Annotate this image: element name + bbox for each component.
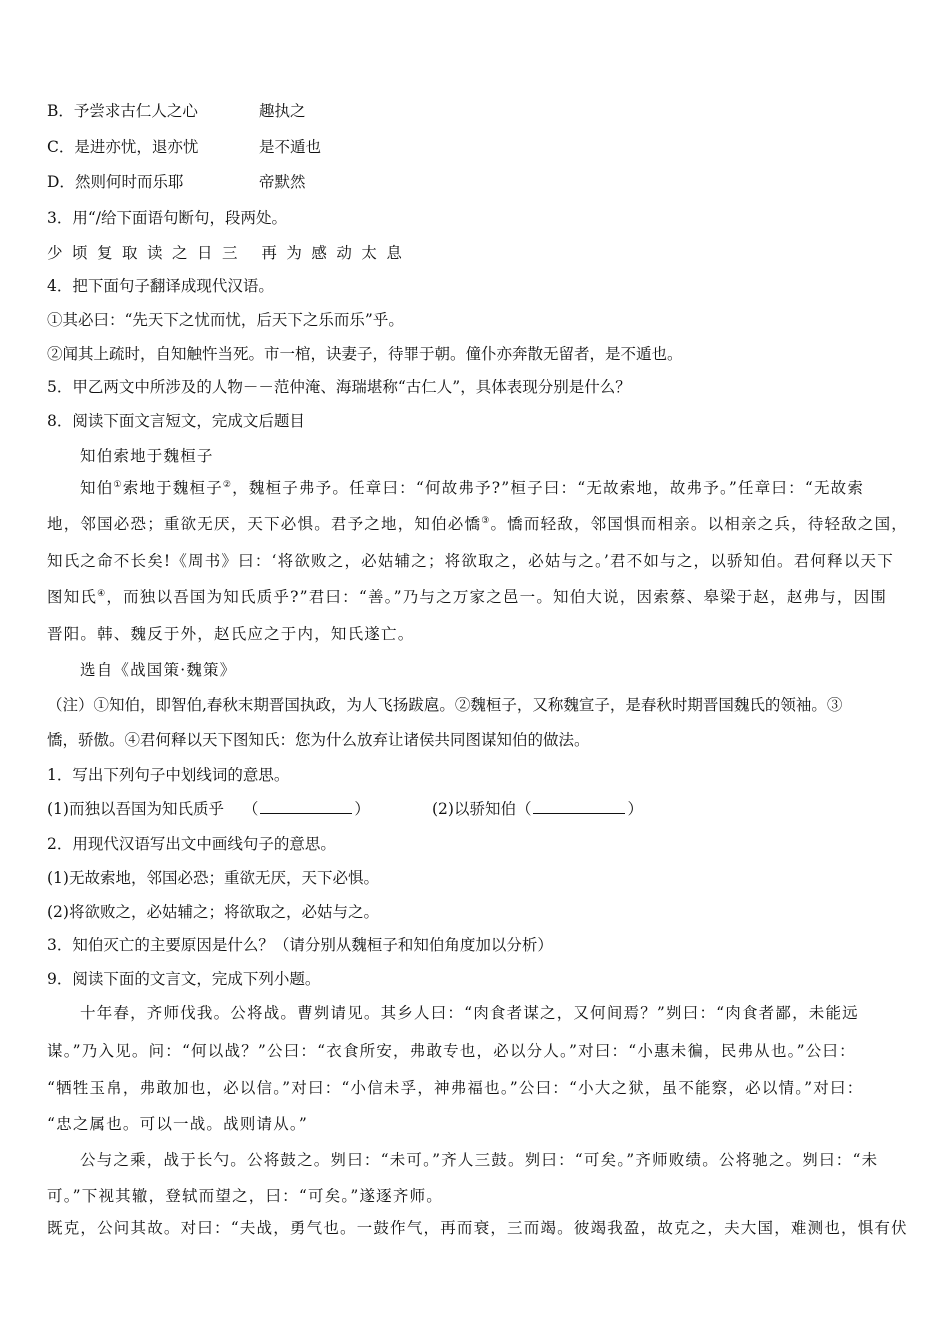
notes-line-2: 憍，骄傲。④君何释以天下图知氏：您为什么放弃让诸侯共同图谋知伯的做法。	[47, 731, 590, 749]
sub1-item2-label: (2)以骄知伯	[432, 800, 516, 818]
q9-para2-line-1: 公与之乘，战于长勺。公将鼓之。刿曰：“未可。”齐人三鼓。刿曰：“可矣。”齐师败绩。公将驰之。刿曰：“未	[80, 1151, 879, 1169]
q5-prompt: 5．甲乙两文中所涉及的人物－－范仲淹、海瑞堪称“古仁人”，具体表现分别是什么？	[47, 378, 631, 396]
passage-title: 知伯索地于魏桓子	[80, 447, 214, 465]
notes-line-1: （注）①知伯，即智伯,春秋末期晋国执政，为人飞扬跋扈。②魏桓子，又称魏宣子，是春秋时期晋国魏氏的领袖。③	[47, 696, 843, 714]
q9-para1-line-4: “忠之属也。可以一战。战则请从。”	[47, 1115, 308, 1133]
q8-sub2-prompt: 2．用现代汉语写出文中画线句子的意思。	[47, 835, 336, 853]
passage-text: 索地于魏桓子	[122, 479, 223, 497]
close-paren: ）	[627, 800, 643, 818]
option-right: 是不遁也	[259, 138, 322, 156]
q8-sub2-item-1: (1)无故索地，邻国必恐；重欲无厌，天下必惧。	[47, 869, 379, 887]
footnote-marker-2: ②	[222, 480, 233, 490]
passage-text: 图知氏	[47, 588, 98, 606]
q9-para2-line-2: 可。”下视其辙，登轼而望之，曰：“可矣。”遂逐齐师。	[47, 1187, 443, 1205]
passage-text: ，魏桓子弗予。任章曰：“何故弗予?”桓子曰：“无故索地，故弗予。”任章曰：“无故索	[232, 479, 865, 497]
sub1-item1-label: (1)而独以吾国为知氏质乎	[47, 800, 224, 818]
answer-blank-1[interactable]	[260, 799, 352, 814]
open-paren: （	[515, 800, 532, 818]
option-d	[47, 172, 910, 192]
footnote-marker-3: ③	[481, 516, 491, 526]
option-left: 然则何时而乐耶	[74, 173, 184, 191]
passage-line-1	[80, 478, 910, 498]
passage-source: 选自《战国策·魏策》	[80, 661, 237, 679]
passage-text: 。憍而轻敌，邻国惧而相亲。以相亲之兵，待轻敌之国，	[490, 515, 908, 533]
passage-text: 知伯	[80, 479, 114, 497]
q4-item-1: ①其必曰：“先天下之忧而忧，后天下之乐而乐”乎。	[47, 311, 404, 329]
option-letter: C．	[47, 138, 75, 156]
q4-item-2: ②闻其上疏时，自知触忤当死。市一棺，诀妻子，待罪于朝。僮仆亦奔散无留者，是不遁也。	[47, 345, 683, 363]
q9-para1-line-3: “牺牲玉帛，弗敢加也，必以信。”对曰：“小信未孚，神弗福也。”公曰：“小大之狱，虽不能察，必以情。”对曰：	[47, 1079, 864, 1097]
footnote-marker-4: ④	[97, 589, 107, 599]
close-paren: ）	[354, 800, 370, 818]
option-left: 予尝求古仁人之心	[73, 102, 198, 120]
q3-sentence: 少顷复取读之日三 再为感动太息	[47, 244, 412, 262]
passage-line-3: 知氏之命不长矣!《周书》曰：‘将欲败之，必姑辅之；将欲取之，必姑与之。’君不如与之，以骄知伯。君何释以天下	[47, 552, 894, 570]
option-c	[47, 137, 910, 157]
passage-line-4	[47, 587, 910, 607]
q9-para1-line-1: 十年春，齐师伐我。公将战。曹刿请见。其乡人曰：“肉食者谋之，又何间焉？”刿曰：“肉食者鄙，未能远	[80, 1004, 859, 1022]
option-left: 是进亦忧，退亦忧	[74, 138, 199, 156]
q8-prompt: 8．阅读下面文言短文，完成文后题目	[47, 412, 305, 430]
passage-line-2	[47, 514, 910, 534]
passage-text: ，而独以吾国为知氏质乎?”君曰：“善。”乃与之万家之邑一。知伯大说，因索蔡、皋梁于赵，赵弗与，因围	[106, 588, 888, 606]
q8-sub2-item-2: (2)将欲败之，必姑辅之；将欲取之，必姑与之。	[47, 903, 379, 921]
option-letter: D．	[47, 173, 75, 191]
option-letter: B．	[47, 102, 74, 120]
q4-prompt: 4．把下面句子翻译成现代汉语。	[47, 277, 274, 295]
option-right: 趣执之	[259, 102, 306, 120]
q8-sub1-items	[47, 799, 910, 819]
footnote-marker-1: ①	[113, 480, 123, 490]
q8-sub3-prompt: 3．知伯灭亡的主要原因是什么？（请分别从魏桓子和知伯角度加以分析）	[47, 936, 553, 954]
q9-prompt: 9．阅读下面的文言文，完成下列小题。	[47, 970, 321, 988]
answer-blank-2[interactable]	[533, 799, 625, 814]
q9-para1-line-2: 谋。”乃入见。问：“何以战？”公曰：“衣食所安，弗敢专也，必以分人。”对曰：“小惠未徧，民弗从也。”公曰：	[47, 1042, 856, 1060]
option-right: 帝默然	[259, 173, 306, 191]
passage-line-5: 晋阳。韩、魏反于外，赵氏应之于内，知氏遂亡。	[47, 625, 415, 643]
open-paren: （	[242, 800, 259, 818]
option-b	[47, 101, 910, 121]
passage-text: 地，邻国必恐；重欲无厌，天下必惧。君予之地，知伯必憍	[47, 515, 482, 533]
q3-prompt: 3．用“/给下面语句断句，段两处。	[47, 209, 288, 227]
q9-para3-line-1: 既克，公问其故。对曰：“夫战，勇气也。一鼓作气，再而衰，三而竭。彼竭我盈，故克之，夫大国，难测也，惧有伏	[47, 1219, 908, 1237]
q8-sub1-prompt: 1．写出下列句子中划线词的意思。	[47, 766, 290, 784]
